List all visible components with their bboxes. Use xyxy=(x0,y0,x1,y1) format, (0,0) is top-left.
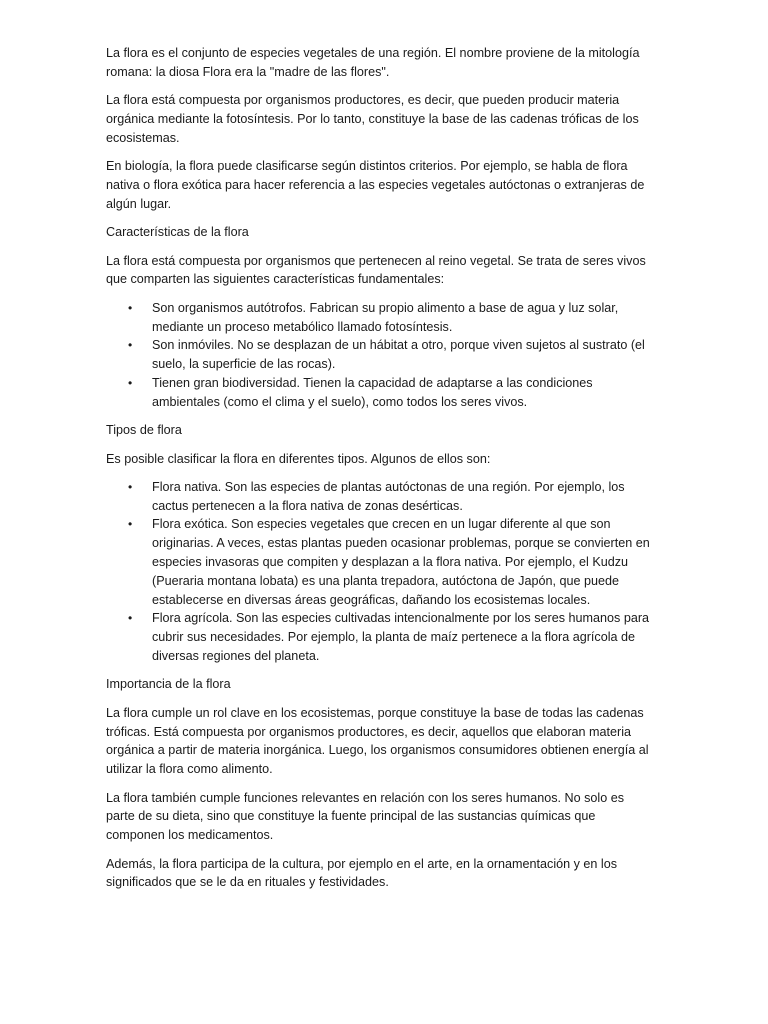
list-item xyxy=(128,609,654,665)
paragraph-reino-vegetal: La flora está compuesta por organismos que pertenecen al reino vegetal. Se trata de seres vivos que comparten las siguientes características fundamentales: xyxy=(106,253,646,287)
intro-paragraph: La flora es el conjunto de especies vegetales de una región. El nombre proviene de la mitología romana: la diosa Flora era la "madre de las flores". xyxy=(106,46,640,79)
list-caracteristicas xyxy=(106,299,654,412)
list-item xyxy=(128,299,654,337)
list-item-text: Son inmóviles. No se desplazan de un hábitat a otro, porque viven sujetos al sustrato (el suelo, la superficie de las rocas). xyxy=(152,338,645,372)
paragraph-tipos-intro: Es posible clasificar la flora en diferentes tipos. Algunos de ellos son: xyxy=(106,451,491,466)
list-item xyxy=(128,515,654,609)
list-item-text: Son organismos autótrofos. Fabrican su propio alimento a base de agua y luz solar, mediante un proceso metabólico llamado fotosíntesis. xyxy=(152,300,619,334)
heading-tipos: Tipos de flora xyxy=(106,423,182,438)
bullet-icon: • xyxy=(128,338,133,353)
list-item-text: Tienen gran biodiversidad. Tienen la capacidad de adaptarse a las condiciones ambientales (como el clima y el suelo), como todos los seres vivos. xyxy=(152,375,593,409)
paragraph-productores: La flora está compuesta por organismos productores, es decir, que pueden producir materia orgánica mediante la fotosíntesis. Por lo tanto, constituye la base de las cadenas tróficas de los ecosistemas. xyxy=(106,93,639,145)
list-item xyxy=(128,374,654,412)
list-tipos xyxy=(106,478,654,666)
heading-caracteristicas: Características de la flora xyxy=(106,225,249,240)
bullet-icon: • xyxy=(128,611,133,626)
paragraph-seres-humanos: La flora también cumple funciones relevantes en relación con los seres humanos. No solo es parte de su dieta, sino que constituye la fuente principal de las sustancias químicas que componen los medicamentos. xyxy=(106,790,625,843)
bullet-icon: • xyxy=(128,479,133,494)
bullet-icon: • xyxy=(128,300,133,315)
paragraph-clasificacion: En biología, la flora puede clasificarse según distintos criterios. Por ejemplo, se habla de flora nativa o flora exótica para hacer referencia a las especies vegetales autóctonas o extranjeras de algún lugar. xyxy=(106,159,645,211)
paragraph-cultura: Además, la flora participa de la cultura, por ejemplo en el arte, en la ornamentación y en los significados que se le da en rituales y festividades. xyxy=(106,856,618,890)
bullet-icon: • xyxy=(128,375,133,390)
list-item-text: Flora nativa. Son las especies de plantas autóctonas de una región. Por ejemplo, los cactus pertenecen a la flora nativa de zonas desérticas. xyxy=(152,479,625,513)
paragraph-rol-ecosistemas: La flora cumple un rol clave en los ecosistemas, porque constituye la base de todas las cadenas tróficas. Está compuesta por organismos productores, es decir, aquellos que elaboran materia orgánica a partir de materia inorgánica. Luego, los organismos consumidores obtienen energía al utilizar la flora como alimento. xyxy=(106,705,649,777)
list-item-text: Flora agrícola. Son las especies cultivadas intencionalmente por los seres humanos para cubrir sus necesidades. Por ejemplo, la planta de maíz pertenece a la flora agrícola de diversas regiones del planeta. xyxy=(152,611,650,664)
list-item-text: Flora exótica. Son especies vegetales que crecen en un lugar diferente al que son originarias. A veces, estas plantas pueden ocasionar problemas, porque se convierten en especies invasoras que compiten y desplazan a la flora nativa. Por ejemplo, el Kudzu (Pueraria montana lobata) es una planta trepadora, autóctona de Japón, que puede establecerse en diversas áreas geográficas, dañando los ecosistemas locales. xyxy=(152,517,650,607)
list-item xyxy=(128,336,654,374)
heading-importancia: Importancia de la flora xyxy=(106,677,231,692)
list-item xyxy=(128,478,654,516)
bullet-icon: • xyxy=(128,517,133,532)
document-body xyxy=(106,44,654,902)
